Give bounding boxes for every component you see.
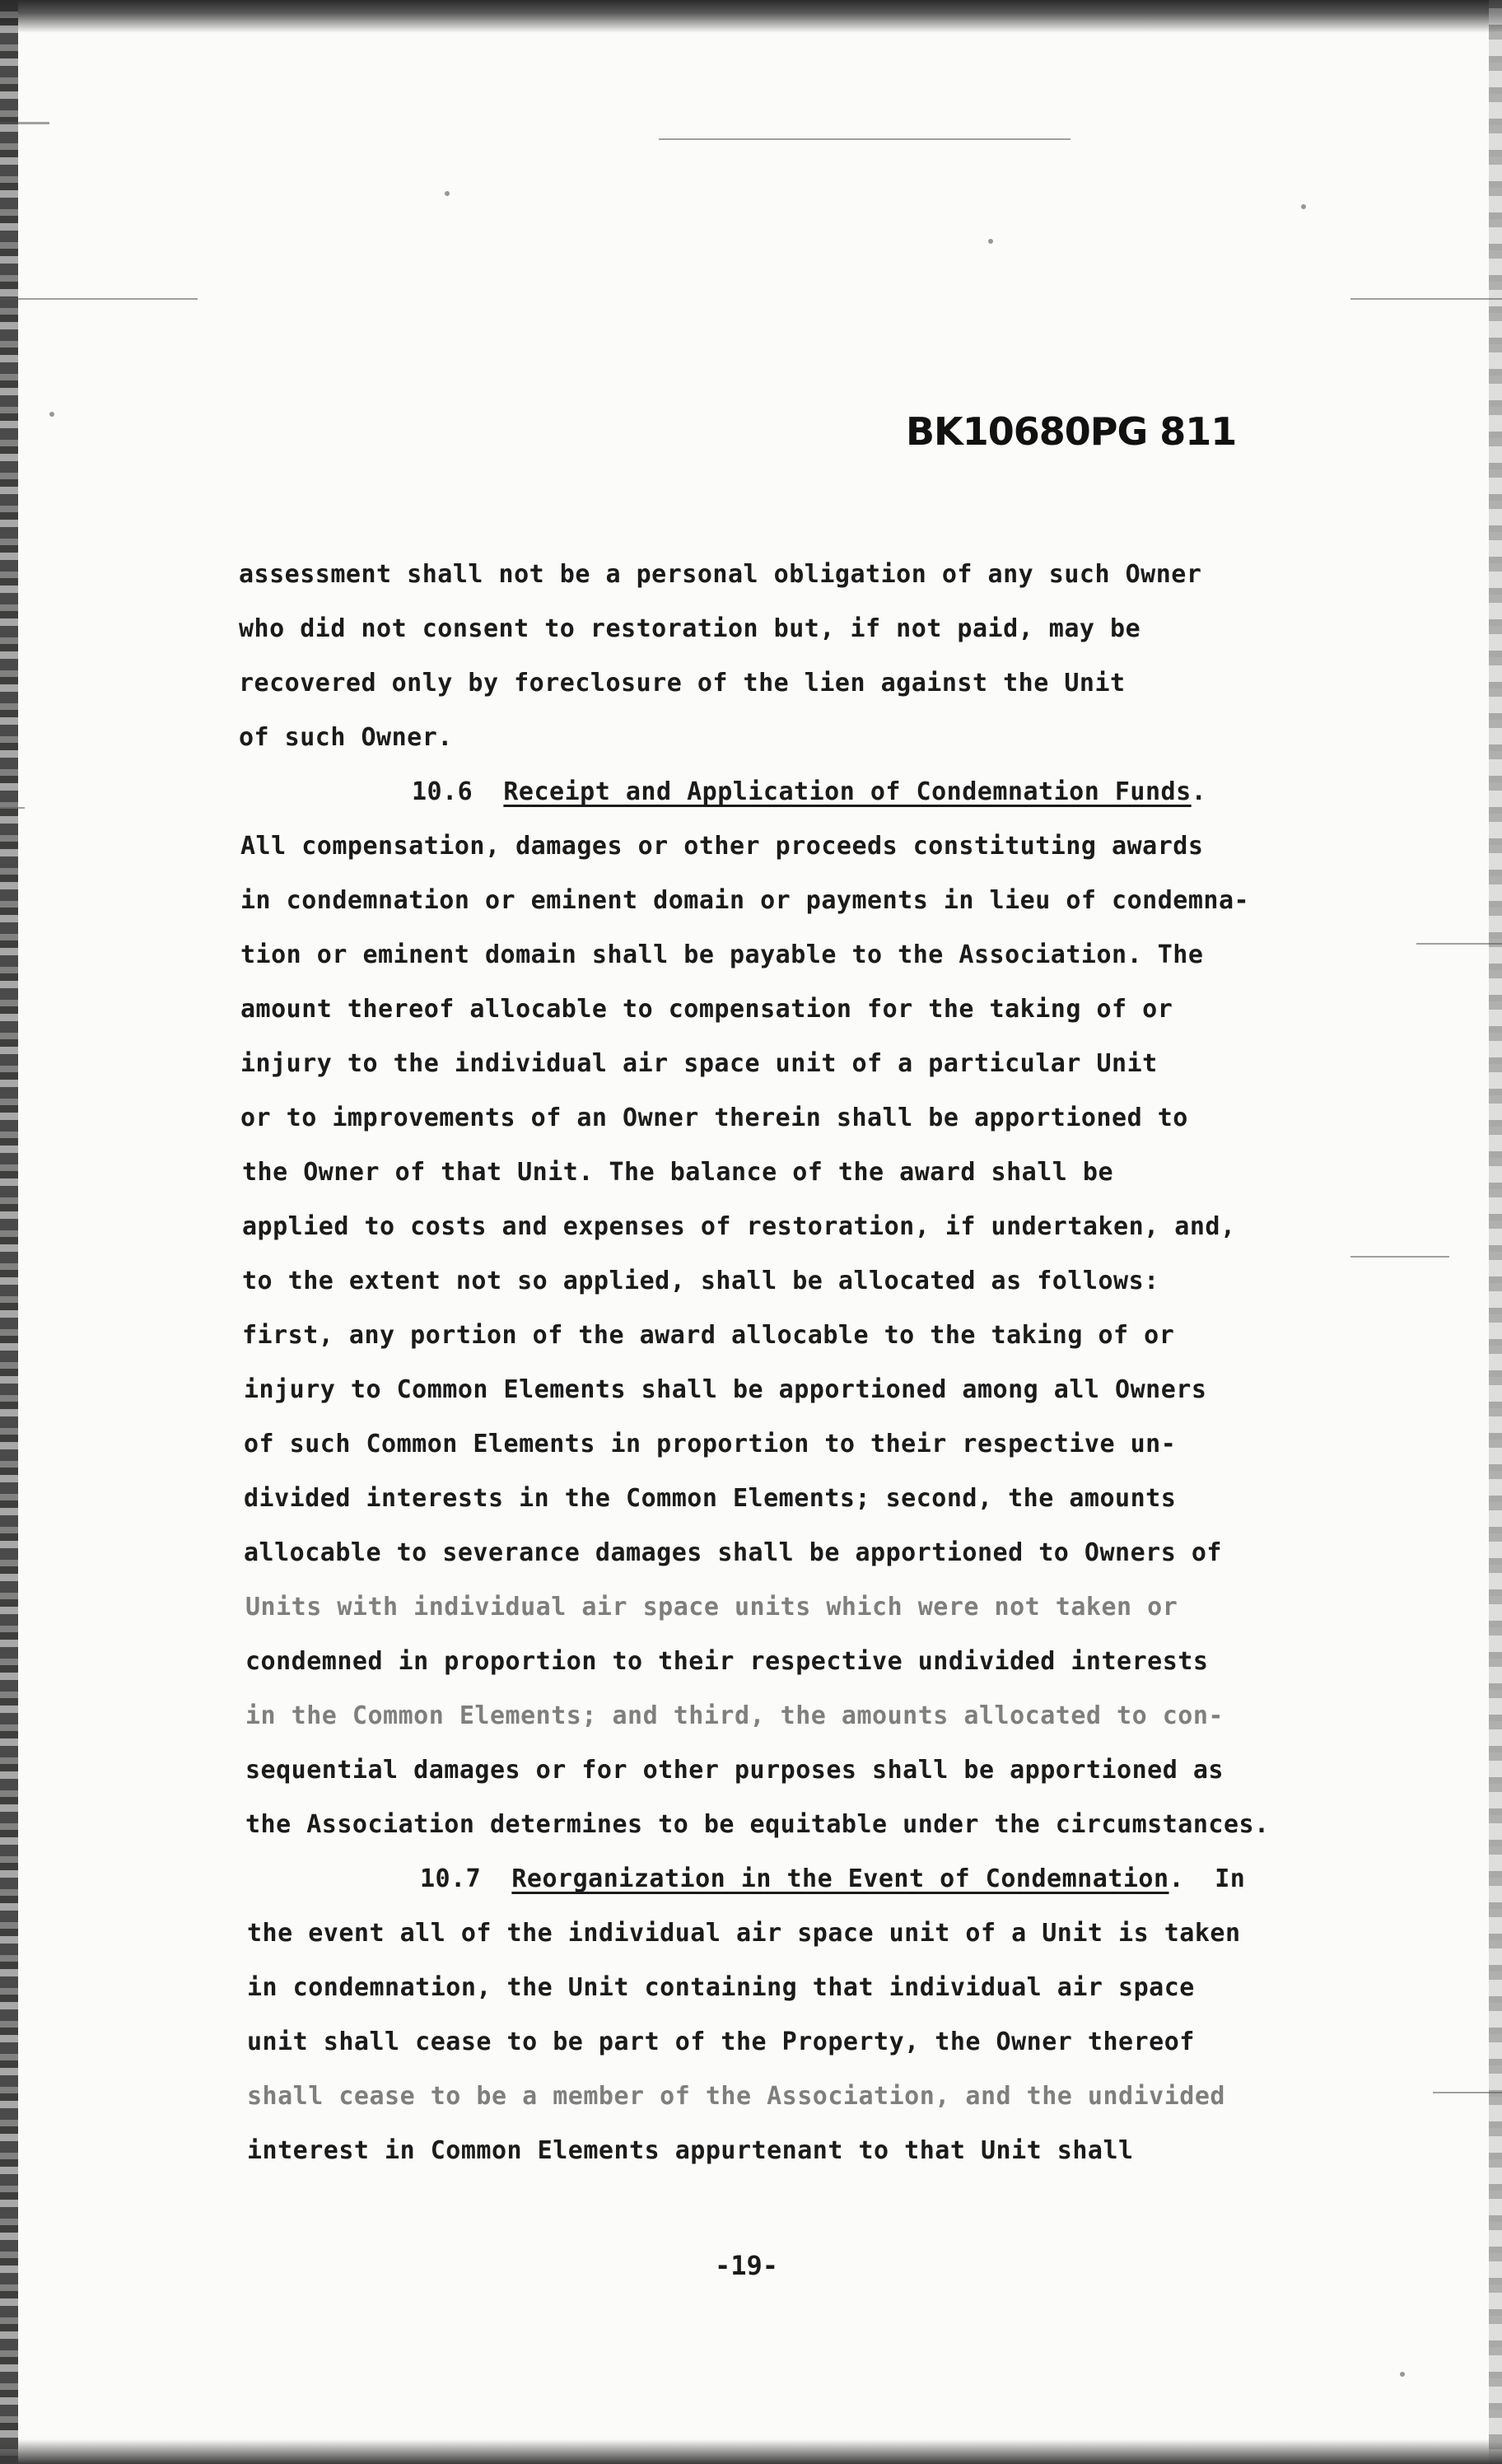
scan-mark xyxy=(0,807,25,809)
scan-mark xyxy=(0,298,198,300)
text-line: the Owner of that Unit. The balance of the award shall be xyxy=(242,1158,1114,1187)
text-line: shall cease to be a member of the Association, and the undivided xyxy=(247,2082,1225,2111)
text-line: amount thereof allocable to compensation for the taking of or xyxy=(240,995,1173,1024)
text-line: injury to the individual air space unit of a particular Unit xyxy=(240,1049,1158,1078)
scan-mark xyxy=(1350,298,1502,300)
text-line: or to improvements of an Owner therein shall be apportioned to xyxy=(240,1104,1188,1132)
text-line: the Association determines to be equitable under the circumstances. xyxy=(245,1810,1270,1839)
text-line: in the Common Elements; and third, the amounts allocated to con- xyxy=(245,1701,1224,1730)
section-10-7-title: 10.7 Reorganization in the Event of Condemnation. In xyxy=(420,1864,1246,1893)
scan-edge-bottom xyxy=(0,2439,1502,2464)
text-line: the event all of the individual air space unit of a Unit is taken xyxy=(247,1919,1241,1948)
scan-speck xyxy=(445,191,450,196)
text-line: of such Common Elements in proportion to their respective un- xyxy=(244,1430,1177,1458)
scan-speck xyxy=(1400,2372,1405,2377)
scan-mark xyxy=(1416,943,1502,945)
page-number: -19- xyxy=(715,2250,779,2281)
scan-speck xyxy=(1301,204,1306,209)
text-line: in condemnation, the Unit containing that individual air space xyxy=(247,1973,1195,2002)
text-line: first, any portion of the award allocable to the taking of or xyxy=(242,1321,1175,1350)
scan-edge-top xyxy=(0,0,1502,33)
scan-mark xyxy=(1350,1256,1449,1258)
scan-mark xyxy=(1433,2092,1502,2093)
scan-mark xyxy=(659,138,1071,140)
section-number: 10.7 xyxy=(420,1864,482,1893)
section-10-6-title: 10.6 Receipt and Application of Condemnation Funds. xyxy=(412,777,1207,806)
text-line: recovered only by foreclosure of the lien against the Unit xyxy=(239,669,1126,698)
book-page-reference: BK10680PG 811 xyxy=(906,409,1237,454)
text-line: All compensation, damages or other proceeds constituting awards xyxy=(240,832,1204,861)
section-number: 10.6 xyxy=(412,777,473,806)
text-line: who did not consent to restoration but, if not paid, may be xyxy=(239,614,1141,643)
text-line: unit shall cease to be part of the Property, the Owner thereof xyxy=(247,2028,1195,2056)
section-heading: Receipt and Application of Condemnation Funds xyxy=(503,777,1192,806)
section-text-start: In xyxy=(1215,1864,1246,1893)
scan-speck xyxy=(49,412,54,417)
text-line: in condemnation or eminent domain or payments in lieu of condemna- xyxy=(240,886,1250,915)
text-line: interest in Common Elements appurtenant to that Unit shall xyxy=(247,2136,1134,2165)
text-line: applied to costs and expenses of restoration, if undertaken, and, xyxy=(242,1212,1236,1241)
text-line: injury to Common Elements shall be apportioned among all Owners xyxy=(244,1375,1207,1404)
scan-mark xyxy=(0,122,49,124)
scan-edge-left xyxy=(0,0,18,2464)
section-heading: Reorganization in the Event of Condemnation xyxy=(511,1864,1169,1893)
text-line: assessment shall not be a personal obligation of any such Owner xyxy=(239,560,1202,589)
scan-speck xyxy=(988,239,993,244)
text-line: Units with individual air space units which were not taken or xyxy=(245,1593,1178,1622)
text-line: divided interests in the Common Elements; second, the amounts xyxy=(244,1484,1177,1513)
scan-edge-right xyxy=(1489,0,1502,2464)
text-line: of such Owner. xyxy=(239,723,453,752)
text-line: to the extent not so applied, shall be allocated as follows: xyxy=(242,1267,1159,1295)
text-line: allocable to severance damages shall be apportioned to Owners of xyxy=(244,1538,1222,1567)
text-line: sequential damages or for other purposes shall be apportioned as xyxy=(245,1756,1224,1785)
text-line: tion or eminent domain shall be payable to the Association. The xyxy=(240,940,1204,969)
text-line: condemned in proportion to their respective undivided interests xyxy=(245,1647,1209,1676)
